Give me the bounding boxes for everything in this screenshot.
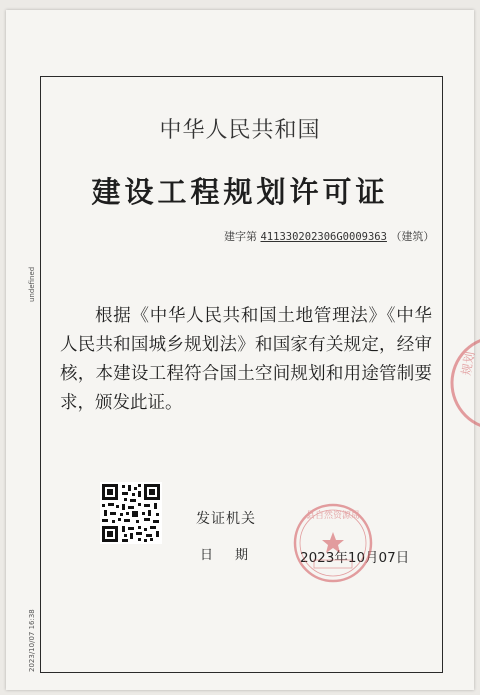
qr-code [100, 482, 162, 544]
country-name: 中华人民共和国 [159, 118, 321, 143]
svg-text:规划: 规划 [459, 350, 478, 377]
issue-date: 2023年10月07日 [300, 550, 410, 566]
certificate-paper [6, 10, 478, 690]
issuing-authority-label: 发证机关 [196, 511, 256, 527]
edge-seal-icon [450, 328, 480, 438]
permit-number [224, 228, 434, 244]
permit-number-label: 建字第 [224, 230, 257, 243]
svg-text:县自然资源局: 县自然资源局 [305, 511, 361, 521]
certificate-body-text: 根据《中华人民共和国土地管理法》《中华人民共和国城乡规划法》和国家有关规定，经审核，本建设工程符合国土空间规划和用途管制要求，颁发此证。 [60, 306, 432, 413]
permit-number-value: 411330202306G0009363 [260, 231, 387, 243]
certificate-title: 建设工程规划许可证 [91, 175, 389, 209]
side-print-stamp: 2023/10/07 16:38 [28, 609, 36, 672]
qr-code-icon [100, 482, 162, 544]
official-seal-icon [292, 502, 374, 584]
date-label: 日期 [200, 548, 271, 563]
side-note: undefined [28, 266, 36, 302]
permit-number-suffix: （建筑） [390, 230, 435, 243]
